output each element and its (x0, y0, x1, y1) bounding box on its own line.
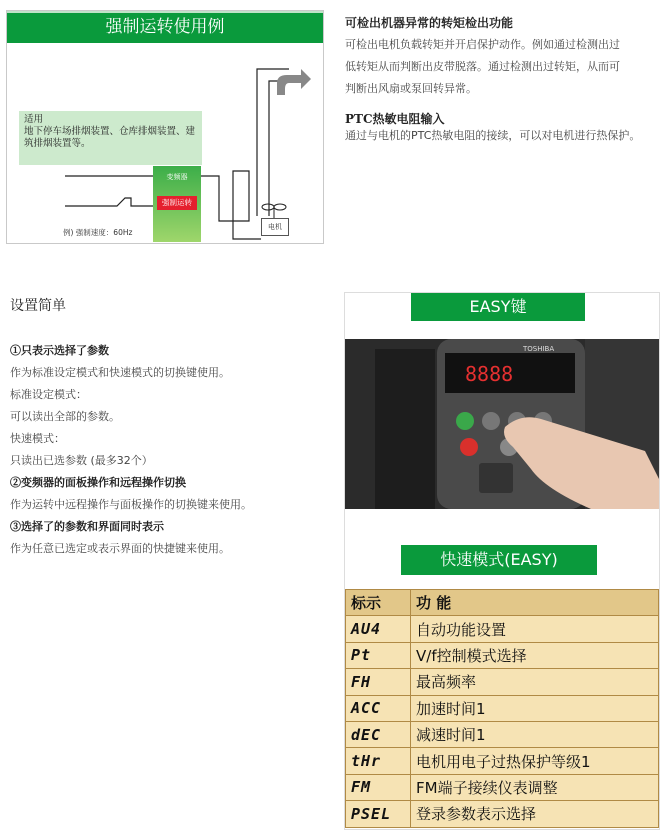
settings-item: ③选择了的参数和界面同时表示 (10, 520, 164, 533)
row-function: 自动功能设置 (411, 616, 659, 642)
airflow-arrow-icon (277, 69, 311, 95)
row-function: V/f控制模式选择 (411, 642, 659, 668)
keypad-illustration (345, 339, 659, 509)
row-function: FM端子接续仪表调整 (411, 774, 659, 800)
torque-detection-line-3: 判断出风扇或泵回转异常。 (345, 82, 477, 95)
quick-mode-table (345, 589, 659, 828)
easy-key-icon (482, 412, 500, 430)
ptc-input-title: PTC热敏电阻输入 (345, 112, 445, 126)
table-row (346, 801, 659, 827)
row-function: 加速时间1 (411, 695, 659, 721)
torque-detection-line-2: 低转矩从而判断出皮带脱落。通过检测出过转矩，从而可 (345, 60, 620, 73)
easy-key-panel (344, 292, 660, 830)
table-row (346, 642, 659, 668)
diagram-title: 强制运转使用例 (7, 11, 323, 46)
torque-detection-title: 可检出机器异常的转矩检出功能 (345, 16, 514, 30)
torque-detection-line-1: 可检出电机负载转矩并开启保护动作。例如通过检测出过 (345, 38, 620, 51)
row-function: 减速时间1 (411, 721, 659, 747)
forced-run-button: 强制运转 (157, 196, 197, 210)
table-row (346, 748, 659, 774)
application-note: 适用 地下停车场排烟装置、仓库排烟装置、建筑排烟装置等。 (19, 111, 202, 165)
table-header-row (346, 590, 659, 616)
ptc-input-body: 通过与电机的PTC热敏电阻的接续，可以对电机进行热保护。 (345, 129, 641, 142)
easy-key-title: EASY键 (411, 293, 585, 321)
row-code: FH (346, 669, 411, 695)
table-row (346, 616, 659, 642)
settings-item: 作为标准设定模式和快速模式的切换键使用。 (10, 366, 230, 379)
settings-item: 作为任意已选定或表示界面的快捷键来使用。 (10, 542, 230, 555)
row-code: PSEL (346, 801, 411, 827)
led-display: 8888 (465, 362, 514, 386)
row-code: tHr (346, 748, 411, 774)
settings-item: 快速模式： (10, 432, 65, 445)
row-code: AU4 (346, 616, 411, 642)
motor-label: 电机 (261, 218, 289, 236)
row-function: 电机用电子过热保护等级1 (411, 748, 659, 774)
row-function: 最高频率 (411, 669, 659, 695)
header-function: 功 能 (411, 590, 659, 616)
table-row (346, 774, 659, 800)
table-row (346, 721, 659, 747)
keypad-photo (345, 339, 659, 509)
inverter-label: 变频器 (166, 173, 188, 181)
table-row (346, 695, 659, 721)
settings-item: 可以读出全部的参数。 (10, 410, 120, 423)
run-key-icon (456, 412, 474, 430)
row-code: ACC (346, 695, 411, 721)
settings-title: 设置简单 (10, 298, 66, 314)
settings-item: 作为运转中远程操作与面板操作的切换键来使用。 (10, 498, 252, 511)
settings-item: ②变频器的面板操作和远程操作切换 (10, 476, 186, 489)
example-speed-text: 例) 强制速度：60Hz (63, 228, 133, 237)
quick-mode-title: 快速模式(EASY) (401, 545, 597, 575)
table-row (346, 669, 659, 695)
forced-operation-diagram (6, 10, 324, 244)
inverter-block (153, 166, 201, 242)
dial-icon (479, 463, 513, 493)
brand-text: TOSHIBA (523, 345, 555, 353)
row-code: dEC (346, 721, 411, 747)
row-code: Pt (346, 642, 411, 668)
row-code: FM (346, 774, 411, 800)
settings-item: 标准设定模式： (10, 388, 87, 401)
header-code: 标示 (346, 590, 411, 616)
row-function: 登录参数表示选择 (411, 801, 659, 827)
settings-item: 只读出已选参数 (最多32个） (10, 454, 153, 467)
stop-key-icon (460, 438, 478, 456)
settings-item: ①只表示选择了参数 (10, 344, 109, 357)
